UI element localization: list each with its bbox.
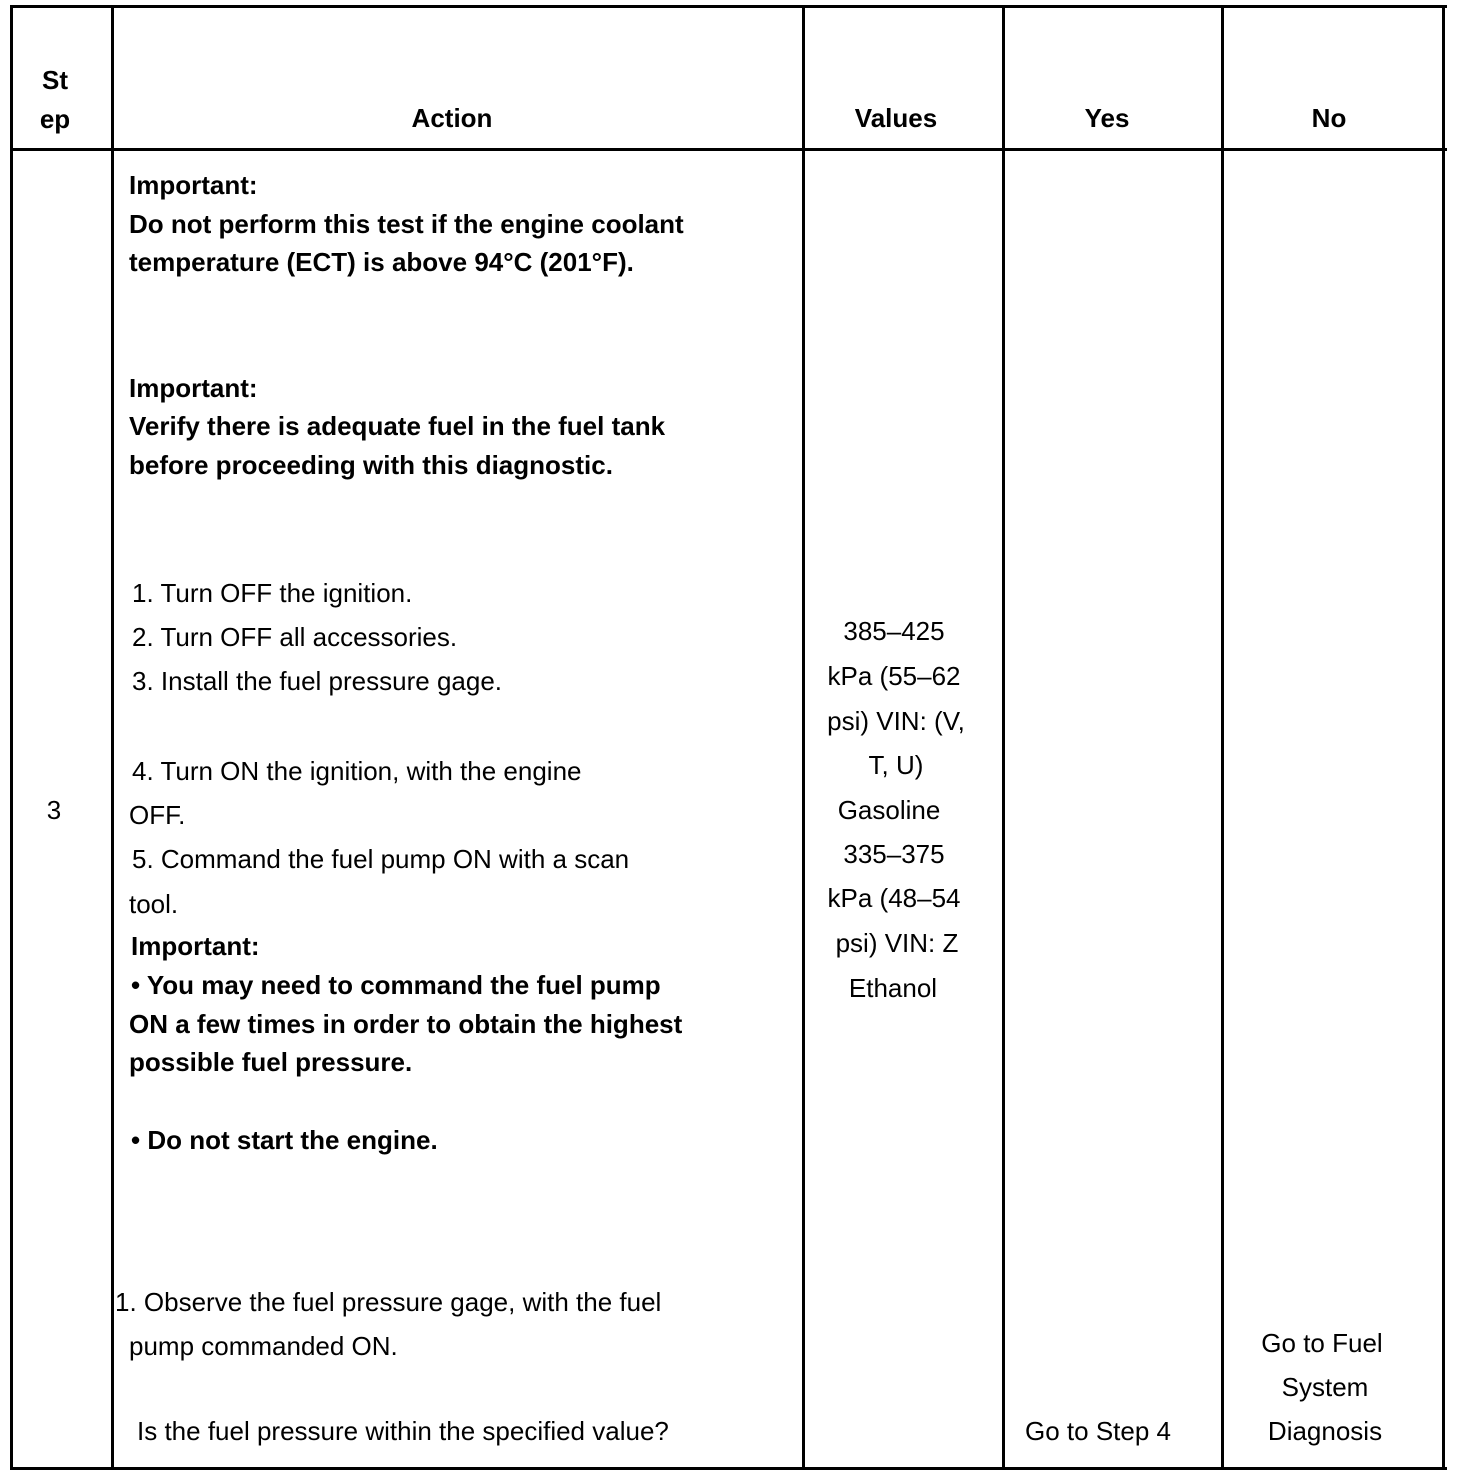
column-divider-action [802,5,805,1470]
value-line: psi) VIN: Z [835,928,959,958]
bullet-1-line2: ON a few times in order to obtain the highest [129,1009,683,1039]
observe-step-line1: 1. Observe the fuel pressure gage, with the fuel [115,1287,662,1317]
question-text: Is the fuel pressure within the specified value? [137,1416,669,1446]
value-line: kPa (48–54 [827,883,961,913]
header-divider [10,148,1447,151]
no-result-line: Go to Fuel [1261,1328,1383,1358]
header-step-line2: ep [39,104,71,134]
header-step-line1: St [42,65,68,95]
action-step-2: 2. Turn OFF all accessories. [132,622,458,652]
header-action: Action [411,103,493,133]
action-step-5-line2: tool. [129,889,179,919]
important-note-1-line1: Do not perform this test if the engine coolant [129,209,684,239]
column-divider-yes [1221,5,1224,1470]
bullet-1-line3: possible fuel pressure. [129,1047,413,1077]
important-note-1-title: Important: [129,170,258,200]
action-step-4-line2: OFF. [129,800,186,830]
important-note-2-line2: before proceeding with this diagnostic. [129,450,613,480]
header-values: Values [854,103,938,133]
action-step-3: 3. Install the fuel pressure gage. [132,666,503,696]
no-result-line: System [1281,1372,1369,1402]
action-step-5-line1: 5. Command the fuel pump ON with a scan [132,844,630,874]
value-line: kPa (55–62 [827,661,961,691]
value-line: psi) VIN: (V, [827,706,965,736]
value-line: 385–425 [843,616,945,646]
bullet-2: • Do not start the engine. [131,1125,438,1155]
action-step-4-line1: 4. Turn ON the ignition, with the engine [132,756,582,786]
step-number: 3 [46,795,62,825]
table-border-top [10,5,1447,8]
yes-result-link[interactable]: Go to Step 4 [1025,1416,1171,1446]
column-divider-values [1002,5,1005,1470]
bullet-1-line1: • You may need to command the fuel pump [131,970,661,1000]
table-border-bottom [10,1467,1447,1470]
important-note-2-title: Important: [129,373,258,403]
value-line: 335–375 [843,839,945,869]
value-line: Ethanol [848,973,938,1003]
important-note-3-title: Important: [131,931,260,961]
table-border-left [10,5,13,1470]
important-note-1-line2: temperature (ECT) is above 94°C (201°F). [129,247,634,277]
no-result-line: Diagnosis [1267,1416,1383,1446]
value-line: Gasoline [837,795,941,825]
column-divider-step [111,5,114,1470]
observe-step-line2: pump commanded ON. [129,1331,398,1361]
header-yes: Yes [1084,103,1130,133]
value-line: T, U) [868,750,924,780]
table-border-right [1442,5,1445,1470]
important-note-2-line1: Verify there is adequate fuel in the fuel tank [129,411,666,441]
action-step-1: 1. Turn OFF the ignition. [132,578,413,608]
header-no: No [1311,103,1347,133]
